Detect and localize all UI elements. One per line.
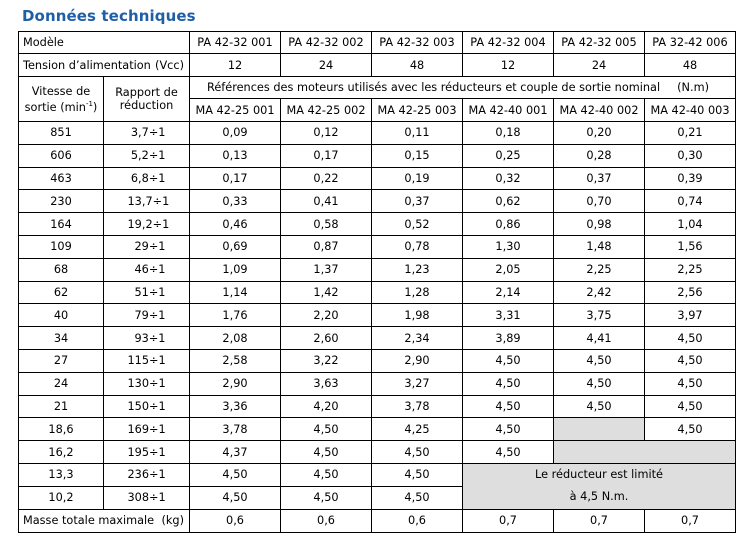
table-row — [19, 304, 736, 327]
torque-cell: 4,50 — [645, 372, 736, 395]
mass-label-cell — [19, 509, 190, 532]
torque-cell: 0,22 — [281, 167, 372, 190]
table-row — [19, 144, 736, 167]
table-row — [19, 190, 736, 213]
voltage-cell: 48 — [645, 54, 736, 77]
torque-cell: 4,50 — [281, 418, 372, 441]
speed-cell: 24 — [19, 372, 104, 395]
voltage-cell: 48 — [372, 54, 463, 77]
torque-cell: 2,08 — [190, 327, 281, 350]
torque-cell: 0,52 — [372, 213, 463, 236]
ratio-cell — [104, 327, 190, 350]
model-cell: PA 42-32 001 — [190, 32, 281, 54]
torque-cell: 0,74 — [645, 190, 736, 213]
speed-header-close: ) — [92, 100, 98, 114]
section-title: Données techniques — [22, 7, 196, 25]
torque-cell: 0,28 — [554, 144, 645, 167]
torque-cell: 1,23 — [372, 258, 463, 281]
voltage-unit: (Vcc) — [155, 58, 184, 72]
torque-cell: 0,41 — [281, 190, 372, 213]
torque-cell: 1,76 — [190, 304, 281, 327]
torque-cell: 1,09 — [190, 258, 281, 281]
speed-cell: 10,2 — [19, 486, 104, 509]
model-row — [19, 32, 736, 54]
model-cell: PA 42-32 003 — [372, 32, 463, 54]
torque-cell: 4,50 — [281, 486, 372, 509]
speed-cell: 164 — [19, 213, 104, 236]
speed-cell: 16,2 — [19, 441, 104, 464]
ratio-cell — [104, 372, 190, 395]
torque-cell: 3,31 — [463, 304, 554, 327]
ratio-value: 19,2÷1 — [127, 217, 170, 231]
speed-cell: 68 — [19, 258, 104, 281]
speed-cell: 230 — [19, 190, 104, 213]
ratio-value: 236÷1 — [127, 468, 166, 482]
speed-cell: 109 — [19, 235, 104, 258]
torque-cell: 3,22 — [281, 349, 372, 372]
torque-cell: 1,28 — [372, 281, 463, 304]
speed-cell: 463 — [19, 167, 104, 190]
ratio-header — [104, 77, 190, 122]
ratio-value: 6,8÷1 — [130, 171, 166, 185]
ratio-value: 150÷1 — [127, 399, 166, 413]
speed-header-line2: sortie (min — [24, 100, 86, 114]
torque-cell: 0,12 — [281, 122, 372, 145]
speed-cell: 21 — [19, 395, 104, 418]
torque-cell: 4,50 — [281, 441, 372, 464]
ratio-value: 29÷1 — [134, 240, 166, 254]
reference-header-row — [19, 77, 736, 99]
ratio-value: 5,2÷1 — [130, 149, 166, 163]
torque-cell: 4,20 — [281, 395, 372, 418]
table-row — [19, 235, 736, 258]
speed-cell: 62 — [19, 281, 104, 304]
reference-header — [190, 77, 736, 99]
voltage-row — [19, 54, 736, 77]
table-row — [19, 167, 736, 190]
torque-cell: 0,86 — [463, 213, 554, 236]
ratio-value: 13,7÷1 — [127, 194, 170, 208]
limit-note — [463, 463, 736, 509]
torque-cell: 2,05 — [463, 258, 554, 281]
torque-cell: 0,69 — [190, 235, 281, 258]
torque-cell: 1,30 — [463, 235, 554, 258]
torque-cell: 0,32 — [463, 167, 554, 190]
limit-note-line2: à 4,5 N.m. — [569, 490, 629, 504]
torque-cell: 0,37 — [554, 167, 645, 190]
torque-cell: 0,11 — [372, 122, 463, 145]
ratio-cell — [104, 463, 190, 486]
torque-cell: 3,89 — [463, 327, 554, 350]
ratio-value: 130÷1 — [127, 377, 166, 391]
torque-cell: 4,50 — [372, 486, 463, 509]
table-row — [19, 372, 736, 395]
torque-cell: 0,33 — [190, 190, 281, 213]
voltage-cell: 24 — [281, 54, 372, 77]
ratio-cell — [104, 122, 190, 145]
ratio-value: 93÷1 — [134, 331, 166, 345]
ratio-cell — [104, 167, 190, 190]
torque-cell: 4,50 — [554, 372, 645, 395]
table-row — [19, 349, 736, 372]
torque-cell: 0,78 — [372, 235, 463, 258]
voltage-label: Tension d’alimentation — [23, 58, 151, 72]
voltage-cell: 24 — [554, 54, 645, 77]
torque-cell: 2,14 — [463, 281, 554, 304]
motor-cell: MA 42-25 002 — [281, 99, 372, 122]
torque-cell: 3,78 — [372, 395, 463, 418]
speed-cell: 606 — [19, 144, 104, 167]
torque-cell: 0,98 — [554, 213, 645, 236]
torque-cell: 0,17 — [281, 144, 372, 167]
speed-header — [19, 77, 104, 122]
model-cell: PA 32-42 006 — [645, 32, 736, 54]
torque-cell: 1,98 — [372, 304, 463, 327]
torque-cell: 0,46 — [190, 213, 281, 236]
torque-cell: 2,60 — [281, 327, 372, 350]
ratio-value: 308÷1 — [127, 491, 166, 505]
ratio-cell — [104, 441, 190, 464]
reference-header-text: Références des moteurs utilisés avec les réducteurs et couple de sortie nominal — [206, 81, 661, 94]
torque-cell: 4,25 — [372, 418, 463, 441]
torque-cell: 0,62 — [463, 190, 554, 213]
torque-cell: 4,50 — [645, 395, 736, 418]
table-row — [19, 122, 736, 145]
table-row — [19, 463, 736, 486]
torque-cell: 0,13 — [190, 144, 281, 167]
ratio-value: 195÷1 — [127, 445, 166, 459]
speed-header-line1: Vitesse de — [31, 84, 91, 98]
torque-cell: 2,25 — [554, 258, 645, 281]
model-cell: PA 42-32 005 — [554, 32, 645, 54]
speed-cell: 27 — [19, 349, 104, 372]
model-label: Modèle — [19, 32, 190, 54]
ratio-cell — [104, 304, 190, 327]
limit-note-line1: Le réducteur est limité — [535, 468, 663, 482]
mass-cell: 0,6 — [372, 509, 463, 532]
torque-cell: 2,90 — [190, 372, 281, 395]
torque-cell: 2,42 — [554, 281, 645, 304]
torque-cell: 4,50 — [281, 463, 372, 486]
torque-cell: 2,20 — [281, 304, 372, 327]
speed-cell: 851 — [19, 122, 104, 145]
torque-cell: 2,90 — [372, 349, 463, 372]
torque-cell: 3,97 — [645, 304, 736, 327]
torque-cell: 3,63 — [281, 372, 372, 395]
torque-cell: 4,50 — [190, 463, 281, 486]
mass-cell: 0,6 — [281, 509, 372, 532]
torque-cell: 0,20 — [554, 122, 645, 145]
torque-cell: 2,25 — [645, 258, 736, 281]
torque-cell: 0,58 — [281, 213, 372, 236]
torque-cell: 3,36 — [190, 395, 281, 418]
torque-cell: 0,17 — [190, 167, 281, 190]
motor-cell: MA 42-25 003 — [372, 99, 463, 122]
mass-cell: 0,6 — [190, 509, 281, 532]
torque-cell: 0,39 — [645, 167, 736, 190]
torque-cell: 0,25 — [463, 144, 554, 167]
torque-cell: 4,37 — [190, 441, 281, 464]
torque-cell: 1,14 — [190, 281, 281, 304]
table-row — [19, 418, 736, 441]
torque-cell: 0,87 — [281, 235, 372, 258]
ratio-cell — [104, 144, 190, 167]
table-row — [19, 441, 736, 464]
torque-cell: 0,19 — [372, 167, 463, 190]
torque-cell: 0,21 — [645, 122, 736, 145]
torque-cell: 0,70 — [554, 190, 645, 213]
speed-cell: 34 — [19, 327, 104, 350]
torque-cell: 3,78 — [190, 418, 281, 441]
speed-header-exponent: -1 — [85, 99, 93, 108]
ratio-cell — [104, 281, 190, 304]
mass-unit: (kg) — [161, 514, 184, 528]
ratio-value: 3,7÷1 — [130, 126, 166, 140]
voltage-cell: 12 — [463, 54, 554, 77]
reference-header-unit: (N.m) — [677, 81, 709, 94]
torque-cell: 4,50 — [554, 395, 645, 418]
torque-cell: 4,50 — [372, 463, 463, 486]
technical-data-table — [18, 31, 736, 533]
ratio-cell — [104, 418, 190, 441]
torque-cell: 1,04 — [645, 213, 736, 236]
table-row — [19, 395, 736, 418]
torque-cell: 2,56 — [645, 281, 736, 304]
speed-cell: 40 — [19, 304, 104, 327]
limit-area — [554, 418, 645, 441]
torque-cell: 4,50 — [463, 441, 554, 464]
torque-cell: 4,50 — [645, 327, 736, 350]
torque-cell: 4,50 — [463, 372, 554, 395]
ratio-cell — [104, 258, 190, 281]
torque-cell: 0,30 — [645, 144, 736, 167]
torque-cell: 1,48 — [554, 235, 645, 258]
ratio-cell — [104, 349, 190, 372]
ratio-value: 46÷1 — [134, 263, 166, 277]
speed-cell: 18,6 — [19, 418, 104, 441]
ratio-cell — [104, 486, 190, 509]
mass-row — [19, 509, 736, 532]
ratio-cell — [104, 235, 190, 258]
torque-cell: 1,56 — [645, 235, 736, 258]
table-row — [19, 258, 736, 281]
model-cell: PA 42-32 002 — [281, 32, 372, 54]
torque-cell: 4,50 — [463, 395, 554, 418]
ratio-cell — [104, 395, 190, 418]
ratio-value: 169÷1 — [127, 422, 166, 436]
table-row — [19, 281, 736, 304]
torque-cell: 4,41 — [554, 327, 645, 350]
motor-cell: MA 42-40 002 — [554, 99, 645, 122]
motor-cell: MA 42-40 003 — [645, 99, 736, 122]
ratio-cell — [104, 213, 190, 236]
torque-cell: 4,50 — [372, 441, 463, 464]
mass-label: Masse totale maximale — [23, 514, 155, 528]
torque-cell: 4,50 — [645, 418, 736, 441]
torque-cell: 4,50 — [463, 418, 554, 441]
voltage-cell: 12 — [190, 54, 281, 77]
ratio-value: 51÷1 — [134, 285, 166, 299]
ratio-header-line2: réduction — [119, 99, 174, 112]
torque-cell: 4,50 — [554, 349, 645, 372]
torque-cell: 2,34 — [372, 327, 463, 350]
torque-cell: 0,18 — [463, 122, 554, 145]
mass-cell: 0,7 — [554, 509, 645, 532]
torque-cell: 4,50 — [463, 349, 554, 372]
table-row — [19, 327, 736, 350]
torque-cell: 0,15 — [372, 144, 463, 167]
mass-cell: 0,7 — [463, 509, 554, 532]
ratio-cell — [104, 190, 190, 213]
limit-area — [554, 441, 736, 464]
torque-cell: 2,58 — [190, 349, 281, 372]
torque-cell: 1,42 — [281, 281, 372, 304]
speed-cell: 13,3 — [19, 463, 104, 486]
torque-cell: 3,27 — [372, 372, 463, 395]
motor-cell: MA 42-25 001 — [190, 99, 281, 122]
voltage-label-cell — [19, 54, 190, 77]
torque-cell: 3,75 — [554, 304, 645, 327]
ratio-value: 115÷1 — [127, 354, 166, 368]
torque-cell: 0,09 — [190, 122, 281, 145]
torque-cell: 0,37 — [372, 190, 463, 213]
motor-cell: MA 42-40 001 — [463, 99, 554, 122]
ratio-value: 79÷1 — [134, 308, 166, 322]
torque-cell: 1,37 — [281, 258, 372, 281]
ratio-header-line1: Rapport de — [115, 86, 178, 99]
table-row — [19, 213, 736, 236]
mass-cell: 0,7 — [645, 509, 736, 532]
torque-cell: 4,50 — [190, 486, 281, 509]
torque-cell: 4,50 — [645, 349, 736, 372]
model-cell: PA 42-32 004 — [463, 32, 554, 54]
